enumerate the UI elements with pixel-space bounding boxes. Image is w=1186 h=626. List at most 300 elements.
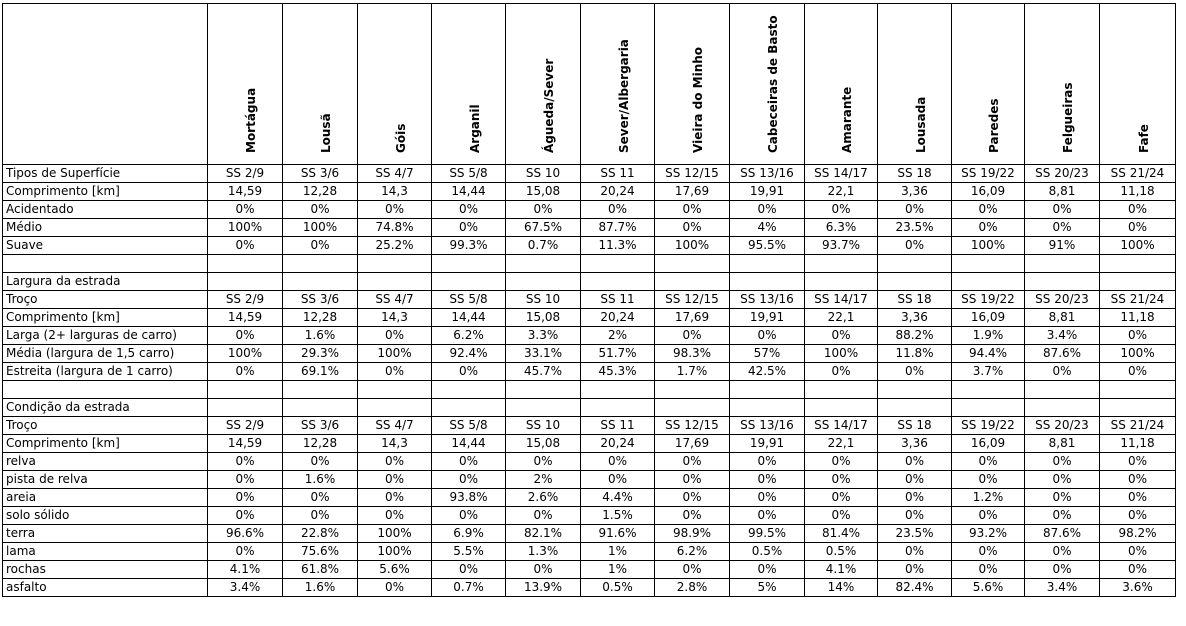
row-label-cell[interactable]: Troço: [3, 417, 208, 435]
value-cell[interactable]: 0%: [730, 201, 805, 219]
location-header-cell[interactable]: [805, 4, 878, 165]
value-cell[interactable]: 0%: [1100, 201, 1176, 219]
value-cell[interactable]: 19,91: [730, 309, 805, 327]
value-cell[interactable]: SS 11: [581, 291, 655, 309]
empty-cell[interactable]: [283, 381, 358, 399]
value-cell[interactable]: 11.3%: [581, 237, 655, 255]
value-cell[interactable]: 0%: [1100, 363, 1176, 381]
location-header-cell[interactable]: [655, 4, 730, 165]
value-cell[interactable]: 82.4%: [878, 579, 952, 597]
value-cell[interactable]: 5.6%: [952, 579, 1025, 597]
value-cell[interactable]: SS 4/7: [358, 417, 432, 435]
value-cell[interactable]: 0%: [952, 219, 1025, 237]
empty-cell[interactable]: [952, 255, 1025, 273]
empty-cell[interactable]: [1025, 399, 1100, 417]
value-cell[interactable]: 14,3: [358, 183, 432, 201]
value-cell[interactable]: 0%: [358, 453, 432, 471]
value-cell[interactable]: 0%: [581, 453, 655, 471]
value-cell[interactable]: SS 5/8: [432, 165, 506, 183]
value-cell[interactable]: 6.9%: [432, 525, 506, 543]
empty-cell[interactable]: [506, 381, 581, 399]
value-cell[interactable]: 100%: [208, 345, 283, 363]
empty-cell[interactable]: [730, 381, 805, 399]
empty-cell[interactable]: [1025, 381, 1100, 399]
value-cell[interactable]: SS 4/7: [358, 291, 432, 309]
empty-cell[interactable]: [655, 381, 730, 399]
value-cell[interactable]: 29.3%: [283, 345, 358, 363]
value-cell[interactable]: 87.6%: [1025, 345, 1100, 363]
value-cell[interactable]: 0%: [1025, 363, 1100, 381]
value-cell[interactable]: SS 12/15: [655, 417, 730, 435]
value-cell[interactable]: 0%: [878, 489, 952, 507]
value-cell[interactable]: 100%: [358, 345, 432, 363]
empty-cell[interactable]: [506, 273, 581, 291]
value-cell[interactable]: 0%: [1100, 561, 1176, 579]
location-header-cell[interactable]: [283, 4, 358, 165]
empty-cell[interactable]: [432, 381, 506, 399]
value-cell[interactable]: 0%: [655, 219, 730, 237]
value-cell[interactable]: SS 14/17: [805, 291, 878, 309]
value-cell[interactable]: 0.7%: [432, 579, 506, 597]
value-cell[interactable]: 2%: [581, 327, 655, 345]
row-label-cell[interactable]: Tipos de Superfície: [3, 165, 208, 183]
value-cell[interactable]: 0%: [655, 201, 730, 219]
value-cell[interactable]: 17,69: [655, 435, 730, 453]
row-label-cell[interactable]: Suave: [3, 237, 208, 255]
value-cell[interactable]: SS 13/16: [730, 165, 805, 183]
empty-cell[interactable]: [283, 399, 358, 417]
empty-cell[interactable]: [805, 399, 878, 417]
value-cell[interactable]: 23.5%: [878, 525, 952, 543]
value-cell[interactable]: 1%: [581, 561, 655, 579]
value-cell[interactable]: 16,09: [952, 435, 1025, 453]
value-cell[interactable]: 0%: [358, 363, 432, 381]
value-cell[interactable]: SS 4/7: [358, 165, 432, 183]
value-cell[interactable]: 0%: [655, 561, 730, 579]
value-cell[interactable]: 0%: [1100, 453, 1176, 471]
value-cell[interactable]: 75.6%: [283, 543, 358, 561]
value-cell[interactable]: 87.6%: [1025, 525, 1100, 543]
value-cell[interactable]: 13.9%: [506, 579, 581, 597]
value-cell[interactable]: 93.8%: [432, 489, 506, 507]
value-cell[interactable]: 2%: [506, 471, 581, 489]
value-cell[interactable]: 0%: [878, 507, 952, 525]
value-cell[interactable]: 0%: [358, 201, 432, 219]
value-cell[interactable]: 0%: [208, 237, 283, 255]
value-cell[interactable]: SS 19/22: [952, 165, 1025, 183]
row-label-cell[interactable]: solo sólido: [3, 507, 208, 525]
value-cell[interactable]: 0%: [358, 489, 432, 507]
value-cell[interactable]: 0%: [1025, 561, 1100, 579]
empty-cell[interactable]: [1025, 273, 1100, 291]
value-cell[interactable]: 19,91: [730, 183, 805, 201]
value-cell[interactable]: 1.6%: [283, 471, 358, 489]
value-cell[interactable]: 0%: [878, 561, 952, 579]
value-cell[interactable]: SS 3/6: [283, 291, 358, 309]
value-cell[interactable]: 0%: [952, 561, 1025, 579]
value-cell[interactable]: 3.4%: [1025, 579, 1100, 597]
value-cell[interactable]: 0%: [730, 489, 805, 507]
empty-cell[interactable]: [1100, 399, 1176, 417]
value-cell[interactable]: 96.6%: [208, 525, 283, 543]
value-cell[interactable]: 100%: [655, 237, 730, 255]
value-cell[interactable]: 61.8%: [283, 561, 358, 579]
value-cell[interactable]: 0%: [432, 219, 506, 237]
value-cell[interactable]: 0%: [805, 201, 878, 219]
section-title-cell[interactable]: Largura da estrada: [3, 273, 208, 291]
value-cell[interactable]: 0%: [506, 561, 581, 579]
value-cell[interactable]: 12,28: [283, 183, 358, 201]
empty-cell[interactable]: [878, 381, 952, 399]
value-cell[interactable]: 1.7%: [655, 363, 730, 381]
row-label-cell[interactable]: terra: [3, 525, 208, 543]
value-cell[interactable]: 6.2%: [655, 543, 730, 561]
value-cell[interactable]: 98.9%: [655, 525, 730, 543]
value-cell[interactable]: 0%: [805, 489, 878, 507]
row-label-cell[interactable]: Comprimento [km]: [3, 309, 208, 327]
value-cell[interactable]: 0%: [1100, 219, 1176, 237]
value-cell[interactable]: 0.5%: [730, 543, 805, 561]
value-cell[interactable]: 0%: [878, 543, 952, 561]
value-cell[interactable]: 98.3%: [655, 345, 730, 363]
value-cell[interactable]: 51.7%: [581, 345, 655, 363]
value-cell[interactable]: 0%: [878, 201, 952, 219]
empty-cell[interactable]: [581, 399, 655, 417]
value-cell[interactable]: 0%: [208, 471, 283, 489]
value-cell[interactable]: 0%: [506, 507, 581, 525]
row-label-cell[interactable]: Comprimento [km]: [3, 183, 208, 201]
value-cell[interactable]: SS 2/9: [208, 291, 283, 309]
empty-cell[interactable]: [730, 399, 805, 417]
value-cell[interactable]: 15,08: [506, 183, 581, 201]
value-cell[interactable]: 2.6%: [506, 489, 581, 507]
value-cell[interactable]: 0%: [952, 543, 1025, 561]
empty-cell[interactable]: [1100, 255, 1176, 273]
empty-cell[interactable]: [208, 399, 283, 417]
value-cell[interactable]: 12,28: [283, 309, 358, 327]
location-header-cell[interactable]: [878, 4, 952, 165]
value-cell[interactable]: 14,59: [208, 183, 283, 201]
empty-cell[interactable]: [805, 381, 878, 399]
location-header-cell[interactable]: [1100, 4, 1176, 165]
value-cell[interactable]: 16,09: [952, 309, 1025, 327]
value-cell[interactable]: 1.9%: [952, 327, 1025, 345]
value-cell[interactable]: 0%: [805, 453, 878, 471]
empty-cell[interactable]: [3, 255, 208, 273]
empty-cell[interactable]: [208, 273, 283, 291]
value-cell[interactable]: SS 18: [878, 417, 952, 435]
value-cell[interactable]: 0%: [1100, 489, 1176, 507]
empty-cell[interactable]: [878, 255, 952, 273]
value-cell[interactable]: 0%: [952, 201, 1025, 219]
value-cell[interactable]: 0%: [1025, 507, 1100, 525]
value-cell[interactable]: SS 11: [581, 417, 655, 435]
location-header-cell[interactable]: [730, 4, 805, 165]
value-cell[interactable]: 14,44: [432, 435, 506, 453]
value-cell[interactable]: 0%: [283, 201, 358, 219]
row-label-cell[interactable]: rochas: [3, 561, 208, 579]
value-cell[interactable]: 1.2%: [952, 489, 1025, 507]
value-cell[interactable]: SS 21/24: [1100, 417, 1176, 435]
value-cell[interactable]: 11,18: [1100, 435, 1176, 453]
value-cell[interactable]: 0%: [208, 453, 283, 471]
value-cell[interactable]: 99.5%: [730, 525, 805, 543]
empty-cell[interactable]: [283, 273, 358, 291]
value-cell[interactable]: 0%: [1025, 201, 1100, 219]
value-cell[interactable]: 0%: [432, 471, 506, 489]
value-cell[interactable]: 0%: [952, 507, 1025, 525]
value-cell[interactable]: SS 5/8: [432, 417, 506, 435]
value-cell[interactable]: 0%: [1100, 327, 1176, 345]
value-cell[interactable]: 0%: [878, 453, 952, 471]
empty-cell[interactable]: [208, 255, 283, 273]
value-cell[interactable]: 11,18: [1100, 183, 1176, 201]
value-cell[interactable]: 12,28: [283, 435, 358, 453]
value-cell[interactable]: SS 2/9: [208, 165, 283, 183]
value-cell[interactable]: 23.5%: [878, 219, 952, 237]
empty-cell[interactable]: [878, 399, 952, 417]
value-cell[interactable]: 6.3%: [805, 219, 878, 237]
value-cell[interactable]: 0.7%: [506, 237, 581, 255]
value-cell[interactable]: 14,44: [432, 309, 506, 327]
row-label-cell[interactable]: Acidentado: [3, 201, 208, 219]
value-cell[interactable]: 0%: [1025, 489, 1100, 507]
value-cell[interactable]: 0%: [358, 471, 432, 489]
value-cell[interactable]: 91.6%: [581, 525, 655, 543]
row-label-cell[interactable]: Larga (2+ larguras de carro): [3, 327, 208, 345]
value-cell[interactable]: 5%: [730, 579, 805, 597]
row-label-cell[interactable]: pista de relva: [3, 471, 208, 489]
location-header-cell[interactable]: [1025, 4, 1100, 165]
empty-cell[interactable]: [283, 255, 358, 273]
value-cell[interactable]: 0%: [1025, 543, 1100, 561]
value-cell[interactable]: 3.6%: [1100, 579, 1176, 597]
value-cell[interactable]: 0%: [1100, 507, 1176, 525]
value-cell[interactable]: 4.1%: [208, 561, 283, 579]
empty-cell[interactable]: [358, 273, 432, 291]
value-cell[interactable]: 98.2%: [1100, 525, 1176, 543]
empty-cell[interactable]: [952, 273, 1025, 291]
value-cell[interactable]: 95.5%: [730, 237, 805, 255]
empty-cell[interactable]: [805, 273, 878, 291]
value-cell[interactable]: 14,59: [208, 309, 283, 327]
row-label-cell[interactable]: Média (largura de 1,5 carro): [3, 345, 208, 363]
value-cell[interactable]: 0%: [283, 237, 358, 255]
value-cell[interactable]: 0%: [730, 471, 805, 489]
empty-cell[interactable]: [506, 399, 581, 417]
value-cell[interactable]: 22.8%: [283, 525, 358, 543]
value-cell[interactable]: SS 5/8: [432, 291, 506, 309]
empty-cell[interactable]: [506, 255, 581, 273]
value-cell[interactable]: SS 11: [581, 165, 655, 183]
value-cell[interactable]: 15,08: [506, 309, 581, 327]
value-cell[interactable]: SS 3/6: [283, 417, 358, 435]
value-cell[interactable]: 93.2%: [952, 525, 1025, 543]
value-cell[interactable]: 42.5%: [730, 363, 805, 381]
value-cell[interactable]: 100%: [358, 543, 432, 561]
value-cell[interactable]: 20,24: [581, 183, 655, 201]
value-cell[interactable]: 0%: [1100, 543, 1176, 561]
value-cell[interactable]: 11,18: [1100, 309, 1176, 327]
value-cell[interactable]: 82.1%: [506, 525, 581, 543]
value-cell[interactable]: 100%: [208, 219, 283, 237]
value-cell[interactable]: 0%: [208, 543, 283, 561]
value-cell[interactable]: 0%: [1100, 471, 1176, 489]
row-label-cell[interactable]: Médio: [3, 219, 208, 237]
value-cell[interactable]: 0%: [878, 237, 952, 255]
value-cell[interactable]: 3.4%: [208, 579, 283, 597]
value-cell[interactable]: 0%: [655, 507, 730, 525]
value-cell[interactable]: 0%: [1025, 219, 1100, 237]
value-cell[interactable]: 99.3%: [432, 237, 506, 255]
value-cell[interactable]: 0%: [805, 471, 878, 489]
empty-cell[interactable]: [655, 255, 730, 273]
empty-cell[interactable]: [581, 273, 655, 291]
value-cell[interactable]: 0%: [358, 327, 432, 345]
row-label-cell[interactable]: areia: [3, 489, 208, 507]
value-cell[interactable]: SS 13/16: [730, 291, 805, 309]
value-cell[interactable]: SS 10: [506, 165, 581, 183]
value-cell[interactable]: 14,3: [358, 435, 432, 453]
row-label-cell[interactable]: asfalto: [3, 579, 208, 597]
value-cell[interactable]: 81.4%: [805, 525, 878, 543]
value-cell[interactable]: 0%: [1025, 453, 1100, 471]
empty-cell[interactable]: [1025, 255, 1100, 273]
value-cell[interactable]: 92.4%: [432, 345, 506, 363]
value-cell[interactable]: 25.2%: [358, 237, 432, 255]
location-header-cell[interactable]: [208, 4, 283, 165]
value-cell[interactable]: 5.5%: [432, 543, 506, 561]
value-cell[interactable]: 0%: [208, 489, 283, 507]
value-cell[interactable]: 2.8%: [655, 579, 730, 597]
value-cell[interactable]: 100%: [358, 525, 432, 543]
empty-cell[interactable]: [432, 255, 506, 273]
value-cell[interactable]: 19,91: [730, 435, 805, 453]
value-cell[interactable]: SS 19/22: [952, 291, 1025, 309]
value-cell[interactable]: 93.7%: [805, 237, 878, 255]
value-cell[interactable]: 0%: [283, 453, 358, 471]
value-cell[interactable]: SS 18: [878, 165, 952, 183]
value-cell[interactable]: 8,81: [1025, 435, 1100, 453]
value-cell[interactable]: 87.7%: [581, 219, 655, 237]
value-cell[interactable]: 0%: [730, 327, 805, 345]
value-cell[interactable]: 0%: [432, 363, 506, 381]
value-cell[interactable]: 22,1: [805, 435, 878, 453]
value-cell[interactable]: 94.4%: [952, 345, 1025, 363]
value-cell[interactable]: 1.6%: [283, 579, 358, 597]
value-cell[interactable]: 0%: [1025, 471, 1100, 489]
value-cell[interactable]: 1.5%: [581, 507, 655, 525]
value-cell[interactable]: 22,1: [805, 183, 878, 201]
value-cell[interactable]: 45.3%: [581, 363, 655, 381]
value-cell[interactable]: 33.1%: [506, 345, 581, 363]
empty-cell[interactable]: [432, 399, 506, 417]
value-cell[interactable]: 0%: [805, 507, 878, 525]
section-title-cell[interactable]: Condição da estrada: [3, 399, 208, 417]
value-cell[interactable]: 0%: [878, 471, 952, 489]
value-cell[interactable]: 88.2%: [878, 327, 952, 345]
empty-cell[interactable]: [1100, 273, 1176, 291]
value-cell[interactable]: 14%: [805, 579, 878, 597]
value-cell[interactable]: SS 12/15: [655, 291, 730, 309]
value-cell[interactable]: 74.8%: [358, 219, 432, 237]
value-cell[interactable]: 0%: [432, 453, 506, 471]
value-cell[interactable]: 0%: [730, 507, 805, 525]
value-cell[interactable]: 100%: [283, 219, 358, 237]
value-cell[interactable]: 0%: [730, 453, 805, 471]
row-label-cell[interactable]: Troço: [3, 291, 208, 309]
value-cell[interactable]: 0%: [506, 453, 581, 471]
value-cell[interactable]: 67.5%: [506, 219, 581, 237]
value-cell[interactable]: 14,44: [432, 183, 506, 201]
empty-cell[interactable]: [3, 381, 208, 399]
value-cell[interactable]: 0%: [208, 507, 283, 525]
value-cell[interactable]: 100%: [1100, 345, 1176, 363]
value-cell[interactable]: 15,08: [506, 435, 581, 453]
value-cell[interactable]: 16,09: [952, 183, 1025, 201]
value-cell[interactable]: 0%: [805, 327, 878, 345]
empty-cell[interactable]: [952, 399, 1025, 417]
value-cell[interactable]: 0%: [208, 327, 283, 345]
empty-cell[interactable]: [1100, 381, 1176, 399]
empty-cell[interactable]: [730, 255, 805, 273]
value-cell[interactable]: 0.5%: [805, 543, 878, 561]
value-cell[interactable]: SS 10: [506, 417, 581, 435]
row-label-cell[interactable]: Comprimento [km]: [3, 435, 208, 453]
value-cell[interactable]: 0%: [506, 201, 581, 219]
value-cell[interactable]: 3,36: [878, 183, 952, 201]
value-cell[interactable]: 0%: [283, 489, 358, 507]
value-cell[interactable]: 3.3%: [506, 327, 581, 345]
value-cell[interactable]: 0%: [208, 363, 283, 381]
empty-cell[interactable]: [581, 381, 655, 399]
value-cell[interactable]: 45.7%: [506, 363, 581, 381]
value-cell[interactable]: 0%: [655, 453, 730, 471]
empty-cell[interactable]: [358, 381, 432, 399]
value-cell[interactable]: 0%: [208, 201, 283, 219]
value-cell[interactable]: SS 14/17: [805, 417, 878, 435]
value-cell[interactable]: 0.5%: [581, 579, 655, 597]
empty-cell[interactable]: [208, 381, 283, 399]
value-cell[interactable]: 1%: [581, 543, 655, 561]
value-cell[interactable]: 100%: [952, 237, 1025, 255]
value-cell[interactable]: 91%: [1025, 237, 1100, 255]
value-cell[interactable]: 0%: [432, 507, 506, 525]
value-cell[interactable]: 14,59: [208, 435, 283, 453]
value-cell[interactable]: 0%: [432, 561, 506, 579]
value-cell[interactable]: 20,24: [581, 309, 655, 327]
location-header-cell[interactable]: [432, 4, 506, 165]
value-cell[interactable]: 0%: [581, 201, 655, 219]
value-cell[interactable]: 1.3%: [506, 543, 581, 561]
value-cell[interactable]: 14,3: [358, 309, 432, 327]
empty-cell[interactable]: [358, 255, 432, 273]
value-cell[interactable]: 0%: [581, 471, 655, 489]
value-cell[interactable]: 3,36: [878, 435, 952, 453]
value-cell[interactable]: SS 18: [878, 291, 952, 309]
value-cell[interactable]: 0%: [805, 363, 878, 381]
value-cell[interactable]: SS 20/23: [1025, 291, 1100, 309]
value-cell[interactable]: 100%: [1100, 237, 1176, 255]
value-cell[interactable]: SS 21/24: [1100, 291, 1176, 309]
value-cell[interactable]: 0%: [952, 453, 1025, 471]
value-cell[interactable]: 17,69: [655, 183, 730, 201]
value-cell[interactable]: 57%: [730, 345, 805, 363]
value-cell[interactable]: 100%: [805, 345, 878, 363]
value-cell[interactable]: SS 14/17: [805, 165, 878, 183]
value-cell[interactable]: 0%: [358, 507, 432, 525]
value-cell[interactable]: 0%: [358, 579, 432, 597]
